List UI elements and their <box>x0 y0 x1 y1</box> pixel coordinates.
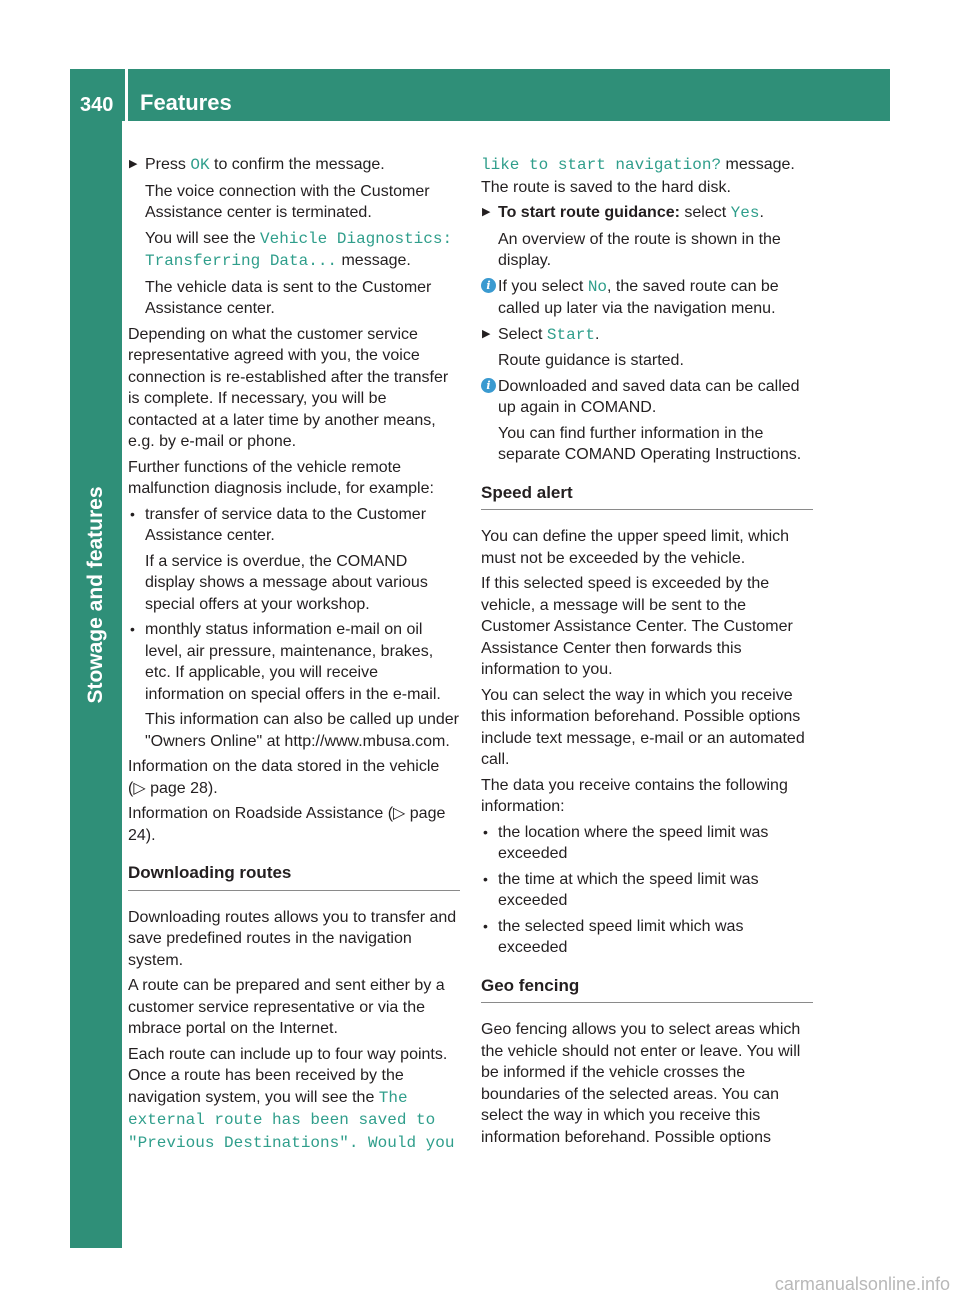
paragraph-text: message. <box>337 252 411 269</box>
paragraph: Information on the data stored in the vehicle (▷ page 28). <box>128 758 440 797</box>
step-arrow-icon: ▶ <box>482 327 491 340</box>
info-note <box>481 276 813 320</box>
display-text: Start <box>546 325 595 344</box>
step-start-route-guidance <box>481 202 813 225</box>
info-icon: i <box>481 378 496 393</box>
bullet-icon: • <box>483 870 488 887</box>
step-text: Select <box>498 325 547 343</box>
paragraph: A route can be prepared and sent either by a customer service representative or via the mbrace portal on the Internet. <box>128 977 445 1037</box>
list-item <box>481 916 813 959</box>
step-label: To start route guidance: <box>498 204 680 221</box>
step-text: Press <box>145 156 191 173</box>
list-item-text: transfer of service data to the Customer Assistance center. <box>145 505 427 544</box>
paragraph <box>128 228 460 273</box>
list-item-sub: If a service is overdue, the COMAND display shows a message about various special offers at your workshop. <box>145 552 428 613</box>
heading-downloading-routes: Downloading routes <box>128 862 460 891</box>
paragraph <box>481 154 813 198</box>
paragraph: You can define the upper speed limit, which must not be exceeded by the vehicle. <box>481 528 790 567</box>
paragraph-text: message. The route is saved to the hard disk. <box>481 156 795 196</box>
display-text: Vehicle Diagnostics: Transferring Data... <box>145 229 453 270</box>
list-item-text: the location where the speed limit was exceeded <box>498 823 769 862</box>
paragraph: The data you receive contains the following information: <box>481 776 788 815</box>
list-item-sub: This information can also be called up under "Owners Online" at http://www.mbusa.com. <box>145 711 459 750</box>
display-text: No <box>587 277 608 296</box>
info-text: , the saved route can be called up later via the navigation menu. <box>498 277 779 317</box>
paragraph: The voice connection with the Customer Assistance center is terminated. <box>145 182 430 221</box>
paragraph <box>128 1044 460 1155</box>
paragraph-text: Each route can include up to four way points. Once a route has been received by the navigation system, you will see the <box>128 1045 448 1106</box>
list-item <box>128 619 460 705</box>
info-note <box>481 376 813 419</box>
list-item <box>128 504 460 547</box>
bullet-icon: • <box>130 505 135 522</box>
list-item-text: monthly status information e-mail on oil level, air pressure, maintenance, brakes, etc. If applicable, you will receive information on special offers in the e-mail. <box>145 621 441 703</box>
step-select-start <box>481 324 813 347</box>
info-text: Downloaded and saved data can be called up again in COMAND. <box>498 377 800 416</box>
step-arrow-icon: ▶ <box>129 158 138 170</box>
paragraph: Downloading routes allows you to transfer and save predefined routes in the navigation system. <box>128 908 457 969</box>
step-text: . <box>759 204 764 221</box>
heading-geo-fencing: Geo fencing <box>481 975 813 1004</box>
display-text: OK <box>190 156 210 174</box>
paragraph: Further functions of the vehicle remote malfunction diagnosis include, for example: <box>128 458 434 497</box>
side-tab-label-wrap <box>84 486 107 704</box>
list-item <box>481 869 813 912</box>
display-text: like to start navigation? <box>481 156 722 174</box>
header-divider <box>125 69 128 121</box>
bullet-icon: • <box>483 823 488 840</box>
paragraph: You can find further information in the separate COMAND Operating Instructions. <box>498 424 802 463</box>
heading-speed-alert: Speed alert <box>481 482 813 511</box>
paragraph: Depending on what the customer service representative agreed with you, the voice connection is re-established after the transfer is complete. If necessary, you will be contacted at a later time by another means, e.g. by e-mail or phone. <box>128 325 449 450</box>
paragraph: You can select the way in which you receive this information beforehand. Possible options include text message, e-mail or an automated call. <box>481 686 805 768</box>
paragraph: An overview of the route is shown in the display. <box>498 230 781 269</box>
paragraph: If this selected speed is exceeded by the vehicle, a message will be sent to the Customer Assistance Center. The Customer Assistance Center then forwards this information to you. <box>481 575 793 678</box>
section-title: Features <box>140 90 232 115</box>
info-icon: i <box>481 278 496 293</box>
paragraph-text: You will see the <box>145 229 261 247</box>
step-text: select <box>679 204 731 221</box>
info-text: If you select <box>498 277 588 295</box>
page-number: 340 <box>80 94 114 116</box>
watermark: carmanualsonline.info <box>774 1274 950 1294</box>
bullet-icon: • <box>483 917 488 934</box>
step-text: to confirm the message. <box>209 156 385 173</box>
paragraph: The vehicle data is sent to the Customer Assistance center. <box>145 278 432 317</box>
paragraph: Geo fencing allows you to select areas which the vehicle should not enter or leave. You will be informed if the vehicle crosses the boundaries of the selected areas. You can select the way in which you receive this information beforehand. Possible options <box>481 1021 801 1146</box>
display-text: The external route has been saved to "Previous Destinations". Would you <box>128 1088 455 1152</box>
step-press-ok <box>128 154 460 177</box>
list-item-text: the time at which the speed limit was exceeded <box>498 870 759 909</box>
right-column <box>481 154 813 1152</box>
step-arrow-icon: ▶ <box>482 206 491 218</box>
display-text: Yes <box>730 204 760 222</box>
left-column <box>128 154 460 1158</box>
list-item-text: the selected speed limit which was exceeded <box>498 917 744 956</box>
paragraph: Route guidance is started. <box>498 352 684 369</box>
step-text: . <box>594 325 600 343</box>
bullet-icon: • <box>130 621 135 637</box>
list-item <box>481 822 813 865</box>
paragraph: Information on Roadside Assistance (▷ page 24). <box>128 805 446 844</box>
side-tab-label: Stowage and features <box>84 486 107 704</box>
